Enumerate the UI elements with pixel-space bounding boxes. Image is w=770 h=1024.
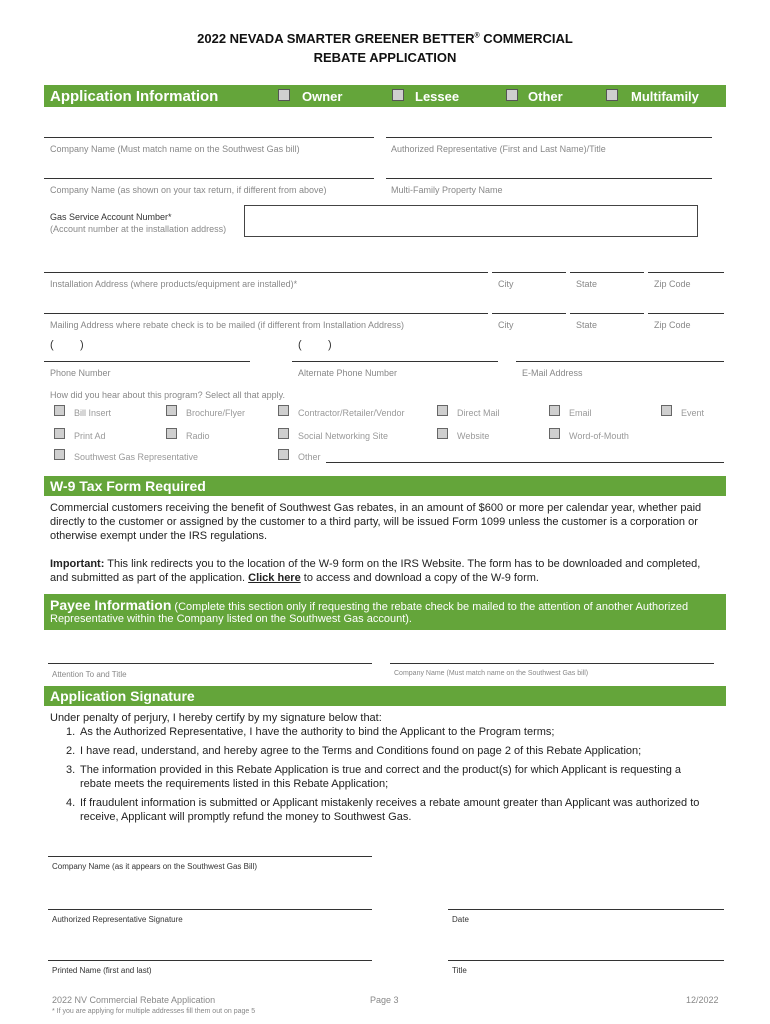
attention-label: Attention To and Title	[52, 670, 127, 679]
property-name-label: Multi-Family Property Name	[391, 185, 503, 195]
multifamily-label: Multifamily	[631, 89, 699, 104]
payee-company-line[interactable]	[390, 663, 714, 664]
item-number: 3.	[66, 764, 76, 776]
w9-para1-l2: directly to the customer or assigned by the customer to a third party, will be issued Form 1099 unless the customer is a corporation or	[50, 516, 698, 528]
item-text: I have read, understand, and hereby agree to the Terms and Conditions found on page 2 of this Rebate Application;	[80, 745, 642, 757]
title-label: Title	[452, 966, 467, 975]
title-part: COMMERCIAL	[479, 31, 573, 46]
install-state-line[interactable]	[570, 272, 644, 273]
print-ad-checkbox[interactable]	[54, 428, 65, 439]
gas-account-label: Gas Service Account Number*	[50, 212, 172, 222]
w9-para2-text: This link redirects you to the location of the W-9 form on the IRS Website. The form has to be downloaded and completed,	[104, 558, 701, 570]
item-text-cont: rebate meets the requirements listed in this Rebate Application;	[80, 778, 389, 790]
owner-label: Owner	[302, 89, 343, 104]
certification-item	[66, 796, 726, 824]
word-of-mouth-label: Word-of-Mouth	[569, 431, 629, 441]
payee-company-label: Company Name (Must match name on the Southwest Gas bill)	[394, 670, 589, 677]
swg-rep-label: Southwest Gas Representative	[74, 452, 199, 462]
footer-date: 12/2022	[686, 995, 719, 1005]
payee-bar	[44, 594, 726, 630]
other-label: Other	[528, 89, 563, 104]
title-brand: SMARTER GREENER BETTER	[286, 31, 475, 46]
sig-company-line[interactable]	[48, 856, 372, 857]
brochure-checkbox[interactable]	[166, 405, 177, 416]
application-info-bar	[44, 85, 726, 107]
w9-title: W-9 Tax Form Required	[50, 478, 206, 494]
w9-para1-l1: Commercial customers receiving the benefit of Southwest Gas rebates, in an amount of $600 or more per calendar year, whether paid	[50, 502, 702, 514]
payee-header	[50, 597, 688, 613]
email-line[interactable]	[516, 361, 724, 362]
gas-account-sublabel: (Account number at the installation address)	[50, 224, 227, 234]
item-text-cont: receive, Applicant will promptly refund the money to Southwest Gas.	[80, 811, 412, 823]
swg-rep-checkbox[interactable]	[54, 449, 65, 460]
website-checkbox[interactable]	[437, 428, 448, 439]
w9-click-here-link[interactable]: Click here	[248, 572, 301, 584]
mailing-city-label: City	[498, 320, 514, 330]
company-name-line[interactable]	[44, 137, 374, 138]
bill-insert-label: Bill Insert	[74, 408, 112, 418]
item-text: If fraudulent information is submitted or Applicant mistakenly receives a rebate amount greater than Applicant was authorized to	[80, 797, 700, 809]
item-number: 1.	[66, 726, 76, 738]
lessee-checkbox[interactable]	[392, 89, 404, 101]
w9-bar	[44, 476, 726, 496]
form-subtitle: REBATE APPLICATION	[313, 50, 457, 65]
attention-line[interactable]	[48, 663, 372, 664]
radio-checkbox[interactable]	[166, 428, 177, 439]
w9-para2-l2b: to access and download a copy of the W-9 form.	[300, 572, 539, 584]
certification-item	[66, 763, 726, 791]
printed-name-label: Printed Name (first and last)	[52, 966, 152, 975]
email-checkbox[interactable]	[549, 405, 560, 416]
item-number: 4.	[66, 797, 76, 809]
alt-phone-paren-open: (	[298, 339, 302, 351]
payee-title: Payee Information	[50, 597, 172, 613]
item-text: The information provided in this Rebate Application is true and correct and the product(s) for which Applicant is requesting a	[80, 764, 682, 776]
word-of-mouth-checkbox[interactable]	[549, 428, 560, 439]
social-checkbox[interactable]	[278, 428, 289, 439]
payee-desc-l2: Representative within the Company listed on the Southwest Gas account).	[50, 613, 412, 625]
gas-account-input[interactable]	[244, 205, 698, 237]
mailing-zip-label: Zip Code	[654, 320, 691, 330]
contractor-label: Contractor/Retailer/Vendor	[298, 408, 405, 418]
footer-doc-name: 2022 NV Commercial Rebate Application	[52, 995, 216, 1005]
certification-item	[66, 744, 726, 758]
event-label: Event	[681, 408, 705, 418]
phone-paren-close: )	[80, 339, 84, 351]
certification-list	[66, 725, 726, 824]
phone-label: Phone Number	[50, 368, 111, 378]
signature-intro: Under penalty of perjury, I hereby certify by my signature below that:	[50, 712, 382, 724]
contractor-checkbox[interactable]	[278, 405, 289, 416]
title-line[interactable]	[448, 960, 724, 961]
other-checkbox[interactable]	[506, 89, 518, 101]
email-label: E-Mail Address	[522, 368, 583, 378]
company-name-label: Company Name (Must match name on the Southwest Gas bill)	[50, 144, 300, 154]
company-tax-line[interactable]	[44, 178, 374, 179]
install-city-line[interactable]	[492, 272, 566, 273]
date-label: Date	[452, 915, 469, 924]
printed-name-line[interactable]	[48, 960, 372, 961]
signature-bar	[44, 686, 726, 706]
footer-note: * If you are applying for multiple addresses fill them out on page 5	[52, 1008, 256, 1015]
radio-label: Radio	[186, 431, 210, 441]
mailing-state-label: State	[576, 320, 598, 330]
company-tax-label: Company Name (as shown on your tax return, if different from above)	[50, 185, 327, 195]
other-source-checkbox[interactable]	[278, 449, 289, 460]
direct-mail-label: Direct Mail	[457, 408, 500, 418]
auth-rep-label: Authorized Representative (First and Last Name)/Title	[391, 144, 606, 154]
lessee-label: Lessee	[415, 89, 460, 104]
multifamily-checkbox[interactable]	[606, 89, 618, 101]
owner-checkbox[interactable]	[278, 89, 290, 101]
other-source-label: Other	[298, 452, 321, 462]
rep-signature-line[interactable]	[48, 909, 372, 910]
auth-rep-line[interactable]	[386, 137, 712, 138]
other-source-line[interactable]	[326, 462, 724, 463]
rep-signature-label: Authorized Representative Signature	[52, 915, 183, 924]
mailing-address-line[interactable]	[44, 313, 488, 314]
item-number: 2.	[66, 745, 76, 757]
certification-item	[66, 725, 726, 739]
mailing-address-label: Mailing Address where rebate check is to be mailed (if different from Installation Address)	[50, 320, 405, 330]
email-option-label: Email	[569, 408, 592, 418]
install-zip-label: Zip Code	[654, 279, 691, 289]
phone-paren-open: (	[50, 339, 54, 351]
registered-mark: ®	[474, 32, 480, 40]
title-part: 2022 NEVADA	[197, 31, 287, 46]
alt-phone-line[interactable]	[292, 361, 498, 362]
alt-phone-paren-close: )	[328, 339, 332, 351]
alt-phone-label: Alternate Phone Number	[298, 368, 398, 378]
install-state-label: State	[576, 279, 598, 289]
form-title	[0, 31, 770, 46]
sig-company-label: Company Name (as it appears on the Southwest Gas Bill)	[52, 862, 257, 871]
w9-para2-l1	[50, 557, 700, 571]
w9-para1-l3: otherwise exempt under the IRS regulations.	[50, 530, 268, 542]
install-zip-line[interactable]	[648, 272, 724, 273]
phone-line[interactable]	[44, 361, 250, 362]
mailing-zip-line[interactable]	[648, 313, 724, 314]
item-text: As the Authorized Representative, I have the authority to bind the Applicant to the Program terms;	[80, 726, 555, 738]
w9-para2-l2a: and submitted as part of the application.	[50, 572, 249, 584]
footer-page: Page 3	[370, 995, 399, 1005]
important-label: Important:	[50, 558, 105, 570]
direct-mail-checkbox[interactable]	[437, 405, 448, 416]
social-label: Social Networking Site	[298, 431, 389, 441]
application-info-title: Application Information	[50, 88, 219, 105]
hear-question: How did you hear about this program? Select all that apply.	[50, 390, 285, 400]
payee-desc-l1: (Complete this section only if requesting the rebate check be mailed to the attention of another Authorized	[171, 601, 689, 613]
signature-title: Application Signature	[50, 688, 195, 704]
install-address-label: Installation Address (where products/equipment are installed)*	[50, 279, 298, 289]
print-ad-label: Print Ad	[74, 431, 106, 441]
date-line[interactable]	[448, 909, 724, 910]
brochure-label: Brochure/Flyer	[186, 408, 246, 418]
event-checkbox[interactable]	[661, 405, 672, 416]
w9-para2-l2	[50, 571, 539, 585]
mailing-city-line[interactable]	[492, 313, 566, 314]
bill-insert-checkbox[interactable]	[54, 405, 65, 416]
install-address-line[interactable]	[44, 272, 488, 273]
property-name-line[interactable]	[386, 178, 712, 179]
mailing-state-line[interactable]	[570, 313, 644, 314]
website-label: Website	[457, 431, 490, 441]
install-city-label: City	[498, 279, 514, 289]
